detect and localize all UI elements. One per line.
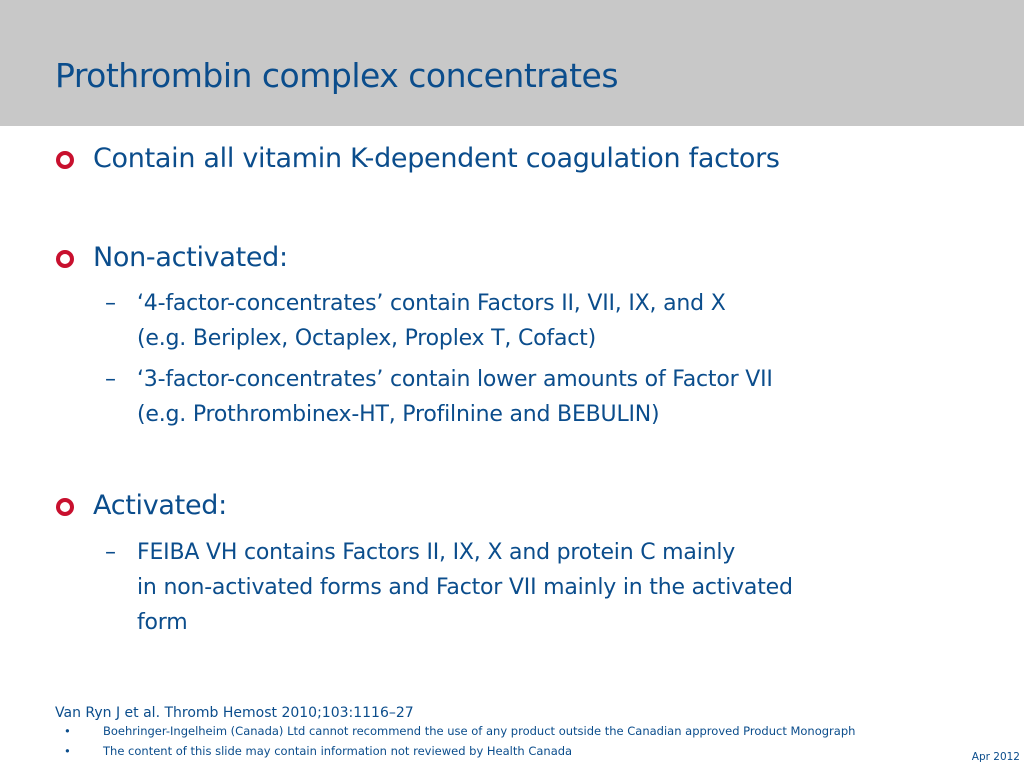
sub-item-line: (e.g. Beriplex, Octaplex, Proplex T, Cofact) — [137, 326, 596, 351]
bullet-item-activated — [93, 490, 227, 521]
red-ring-bullet-icon — [56, 151, 74, 169]
red-ring-bullet-icon — [56, 250, 74, 268]
sub-item-line: ‘4-factor-concentrates’ contain Factors II, VII, IX, and X — [137, 291, 726, 316]
sub-item-3-factor — [105, 362, 773, 432]
reference-citation: Van Ryn J et al. Thromb Hemost 2010;103:1116–27 — [55, 705, 414, 721]
sub-item-feiba — [105, 535, 793, 640]
sub-item-line: FEIBA VH contains Factors II, IX, X and protein C mainly — [137, 540, 736, 565]
bullet-text: Contain all vitamin K-dependent coagulation factors — [93, 143, 780, 174]
dash-marker: – — [105, 367, 116, 392]
red-ring-bullet-icon — [56, 498, 74, 516]
disclaimer-bullet: • — [64, 744, 71, 758]
sub-item-line: in non-activated forms and Factor VII mainly in the activated — [137, 575, 793, 600]
sub-item-line: form — [137, 610, 188, 635]
bullet-text: Activated: — [93, 490, 227, 521]
bullet-text: Non-activated: — [93, 242, 288, 273]
sub-item-line: ‘3-factor-concentrates’ contain lower amounts of Factor VII — [137, 367, 773, 392]
disclaimer-text: The content of this slide may contain information not reviewed by Health Canada — [103, 744, 573, 758]
slide-date: Apr 2012 — [971, 751, 1020, 763]
bullet-item-non-activated — [93, 242, 288, 273]
sub-item-line: (e.g. Prothrombinex-HT, Profilnine and BEBULIN) — [137, 402, 660, 427]
slide-title: Prothrombin complex concentrates — [55, 56, 619, 95]
bullet-item-vitamin-k — [93, 143, 780, 174]
dash-marker: – — [105, 540, 116, 565]
dash-marker: – — [105, 291, 116, 316]
sub-item-4-factor — [105, 286, 726, 356]
disclaimer-text: Boehringer-Ingelheim (Canada) Ltd cannot recommend the use of any product outside the Canadian approved Product Monograph — [103, 724, 856, 738]
disclaimer-bullet: • — [64, 724, 71, 738]
